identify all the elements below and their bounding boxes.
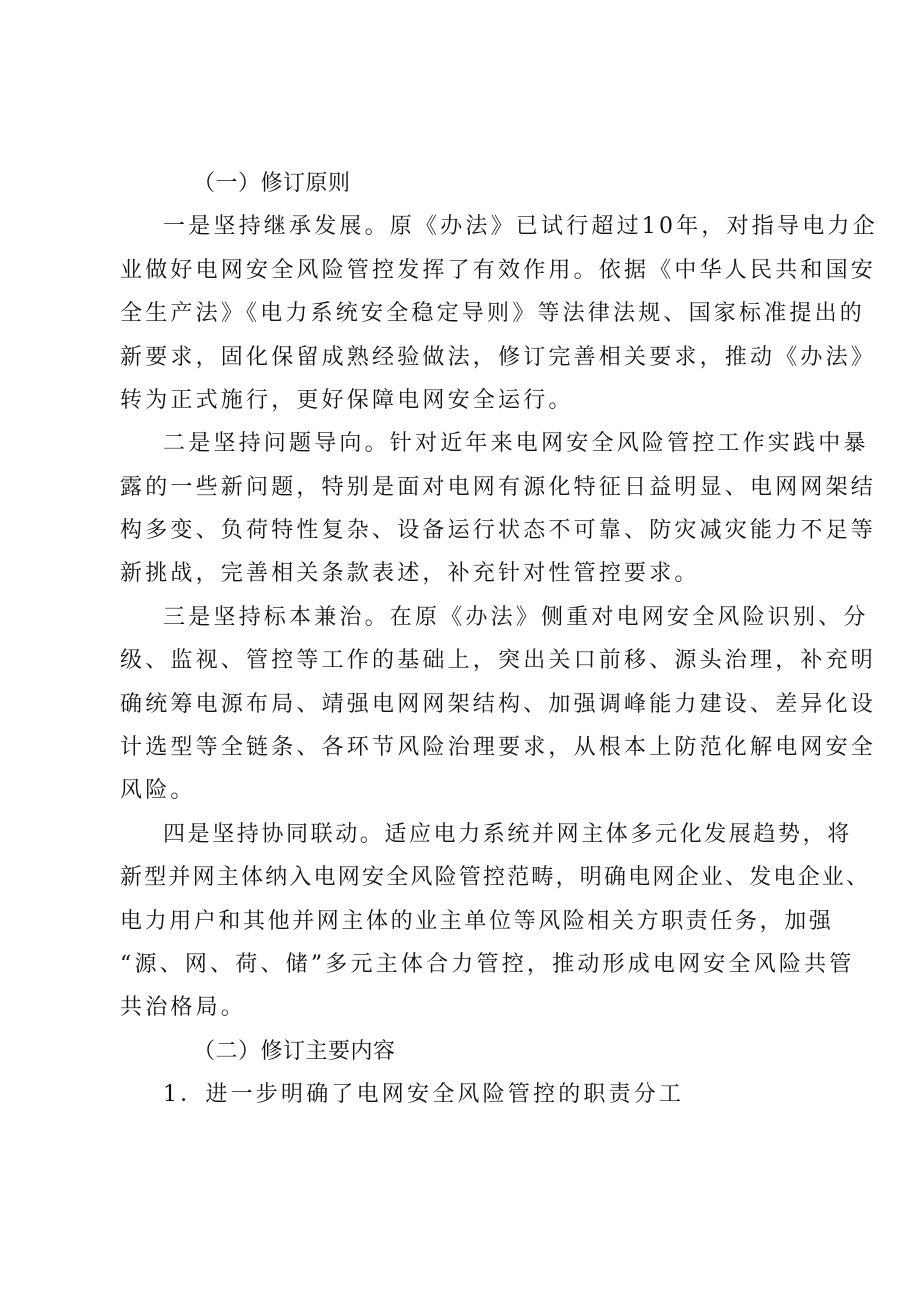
paragraph-line: 构多变、负荷特性复杂、设备运行状态不可靠、防灾减灾能力不足等 <box>120 518 877 543</box>
paragraph-line: 共治格局。 <box>120 995 247 1020</box>
paragraph-line: 二是坚持问题导向。针对近年来电网安全风险管控工作实践中暴 <box>163 431 869 456</box>
paragraph-line: 转为正式施行，更好保障电网安全运行。 <box>120 388 574 413</box>
section-heading-main-content: （二）修订主要内容 <box>193 1039 396 1064</box>
paragraph-line: 一是坚持继承发展。原《办法》已试行超过10年，对指导电力企 <box>163 214 878 239</box>
section-heading-principles: （一）修订原则 <box>193 171 351 196</box>
paragraph-line: 三是坚持标本兼治。在原《办法》侧重对电网安全风险识别、分 <box>163 605 869 630</box>
paragraph-line: 新挑战，完善相关条款表述，补充针对性管控要求。 <box>120 561 700 586</box>
paragraph-line: 确统筹电源布局、靖强电网网架结构、加强调峰能力建设、差异化设 <box>120 692 877 717</box>
paragraph-line: 业做好电网安全风险管控发挥了有效作用。依据《中华人民共和国安 <box>120 258 877 283</box>
paragraph-line: 计选型等全链条、各环节风险治理要求，从根本上防范化解电网安全 <box>120 735 877 760</box>
list-item-heading: 1．进一步明确了电网安全风险管控的职责分工 <box>163 1082 685 1107</box>
paragraph-line: 露的一些新问题，特别是面对电网有源化特征日益明显、电网网架结 <box>120 475 877 500</box>
paragraph-line: 全生产法》《电力系统安全稳定导则》等法律法规、国家标准提出的 <box>120 301 866 326</box>
paragraph-line: 风险。 <box>120 778 196 803</box>
paragraph-line: 新要求，固化保留成熟经验做法，修订完善相关要求，推动《办法》 <box>120 345 877 370</box>
paragraph-line: 电力用户和其他并网主体的业主单位等风险相关方职责任务，加强 <box>120 909 834 934</box>
paragraph-line: 四是坚持协同联动。适应电力系统并网主体多元化发展趋势，将 <box>163 822 852 847</box>
paragraph-line: 级、监视、管控等工作的基础上，突出关口前移、源头治理，补充明 <box>120 648 877 673</box>
paragraph-line: “源、网、荷、储”多元主体合力管控，推动形成电网安全风险共管 <box>120 952 855 977</box>
paragraph-line: 新型并网主体纳入电网安全风险管控范畴，明确电网企业、发电企业、 <box>120 865 871 890</box>
